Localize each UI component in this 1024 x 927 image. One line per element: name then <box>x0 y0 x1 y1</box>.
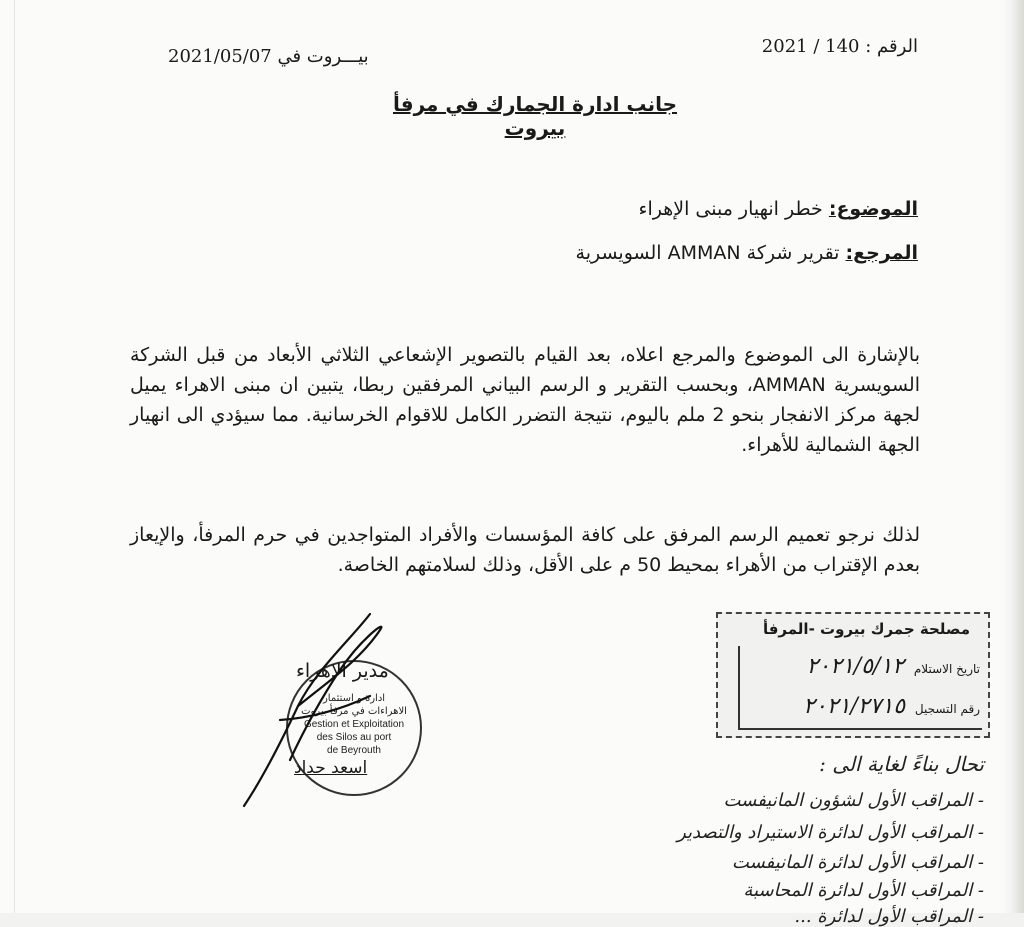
seal-line-1: ادارة و استثمار <box>322 693 386 704</box>
stamp-registration-value: ٢٠٢١/٢٧١٥ <box>803 694 906 719</box>
notes-item: - المراقب الأول لدائرة ... <box>794 906 984 927</box>
signatory-title: مدير الاهراء <box>296 660 389 682</box>
signatory-name: اسعد حداد <box>294 758 368 778</box>
body-paragraph-1: بالإشارة الى الموضوع والمرجع اعلاه، بعد القيام بالتصوير الإشعاعي الثلاثي الأبعاد من قبل الشركة السويسرية AMMAN، وبحسب التقرير و الرسم البياني المرفقين ربطا، يتبين ان مبنى الاهراء يميل لجهة مركز الانفجار بنحو 2 ملم باليوم، نتيجة التضرر الكامل للاقوام الخرسانية. مما سيؤدي الى انهيار الجهة الشمالية للأهراء. <box>130 344 920 456</box>
reference-number: الرقم : 140 / 2021 <box>761 36 918 57</box>
body-paragraph-2: لذلك نرجو تعميم الرسم المرفق على كافة المؤسسات والأفراد المتواجدين في حرم المرفأ، والإيعاز بعدم الإقتراب من الأهراء بمحيط 50 م على الأقل، وذلك لسلامتهم الخاصة. <box>130 524 920 576</box>
seal-line-5: de Beyrouth <box>327 745 381 756</box>
notes-item: - المراقب الأول لدائرة الاستيراد والتصدير <box>677 822 984 843</box>
subject-text: خطر انهيار مبنى الإهراء <box>638 198 823 220</box>
seal-line-2: الاهراءات في مرفأ بيروت <box>301 706 407 717</box>
notes-item: - المراقب الأول لدائرة المانيفست <box>731 852 984 873</box>
page-edge-shadow <box>1002 0 1024 913</box>
notes-heading: تحال بناءً لغاية الى : <box>819 752 984 776</box>
stamp-registration-label: رقم التسجيل <box>914 702 980 716</box>
seal-line-3: Gestion et Exploitation <box>303 719 405 730</box>
reference-label: المرجع: <box>845 242 918 264</box>
document-date: بيـــروت في 2021/05/07 <box>168 46 369 67</box>
stamp-received-value: ٢٠٢١/٥/١٢ <box>806 654 905 679</box>
stamp-received-label: تاريخ الاستلام <box>913 662 980 676</box>
stamp-registration-row <box>803 694 980 719</box>
notes-item: - المراقب الأول لشؤون المانيفست <box>723 790 984 811</box>
subject-label: الموضوع: <box>828 198 918 220</box>
seal-line-4: des Silos au port <box>316 732 392 743</box>
customs-receipt-stamp <box>716 612 990 738</box>
subject-line <box>639 198 918 220</box>
addressee-heading: جانب ادارة الجمارك في مرفأ بيروت <box>392 92 678 140</box>
stamp-title: مصلحة جمرك بيروت -المرفأ <box>762 620 970 638</box>
reference-text: تقرير شركة AMMAN السويسرية <box>575 242 840 264</box>
notes-item: - المراقب الأول لدائرة المحاسبة <box>743 880 984 901</box>
stamp-received-row <box>806 654 980 679</box>
handwritten-signature <box>220 600 440 820</box>
reference-line <box>576 242 918 264</box>
page-edge-line <box>14 0 15 913</box>
